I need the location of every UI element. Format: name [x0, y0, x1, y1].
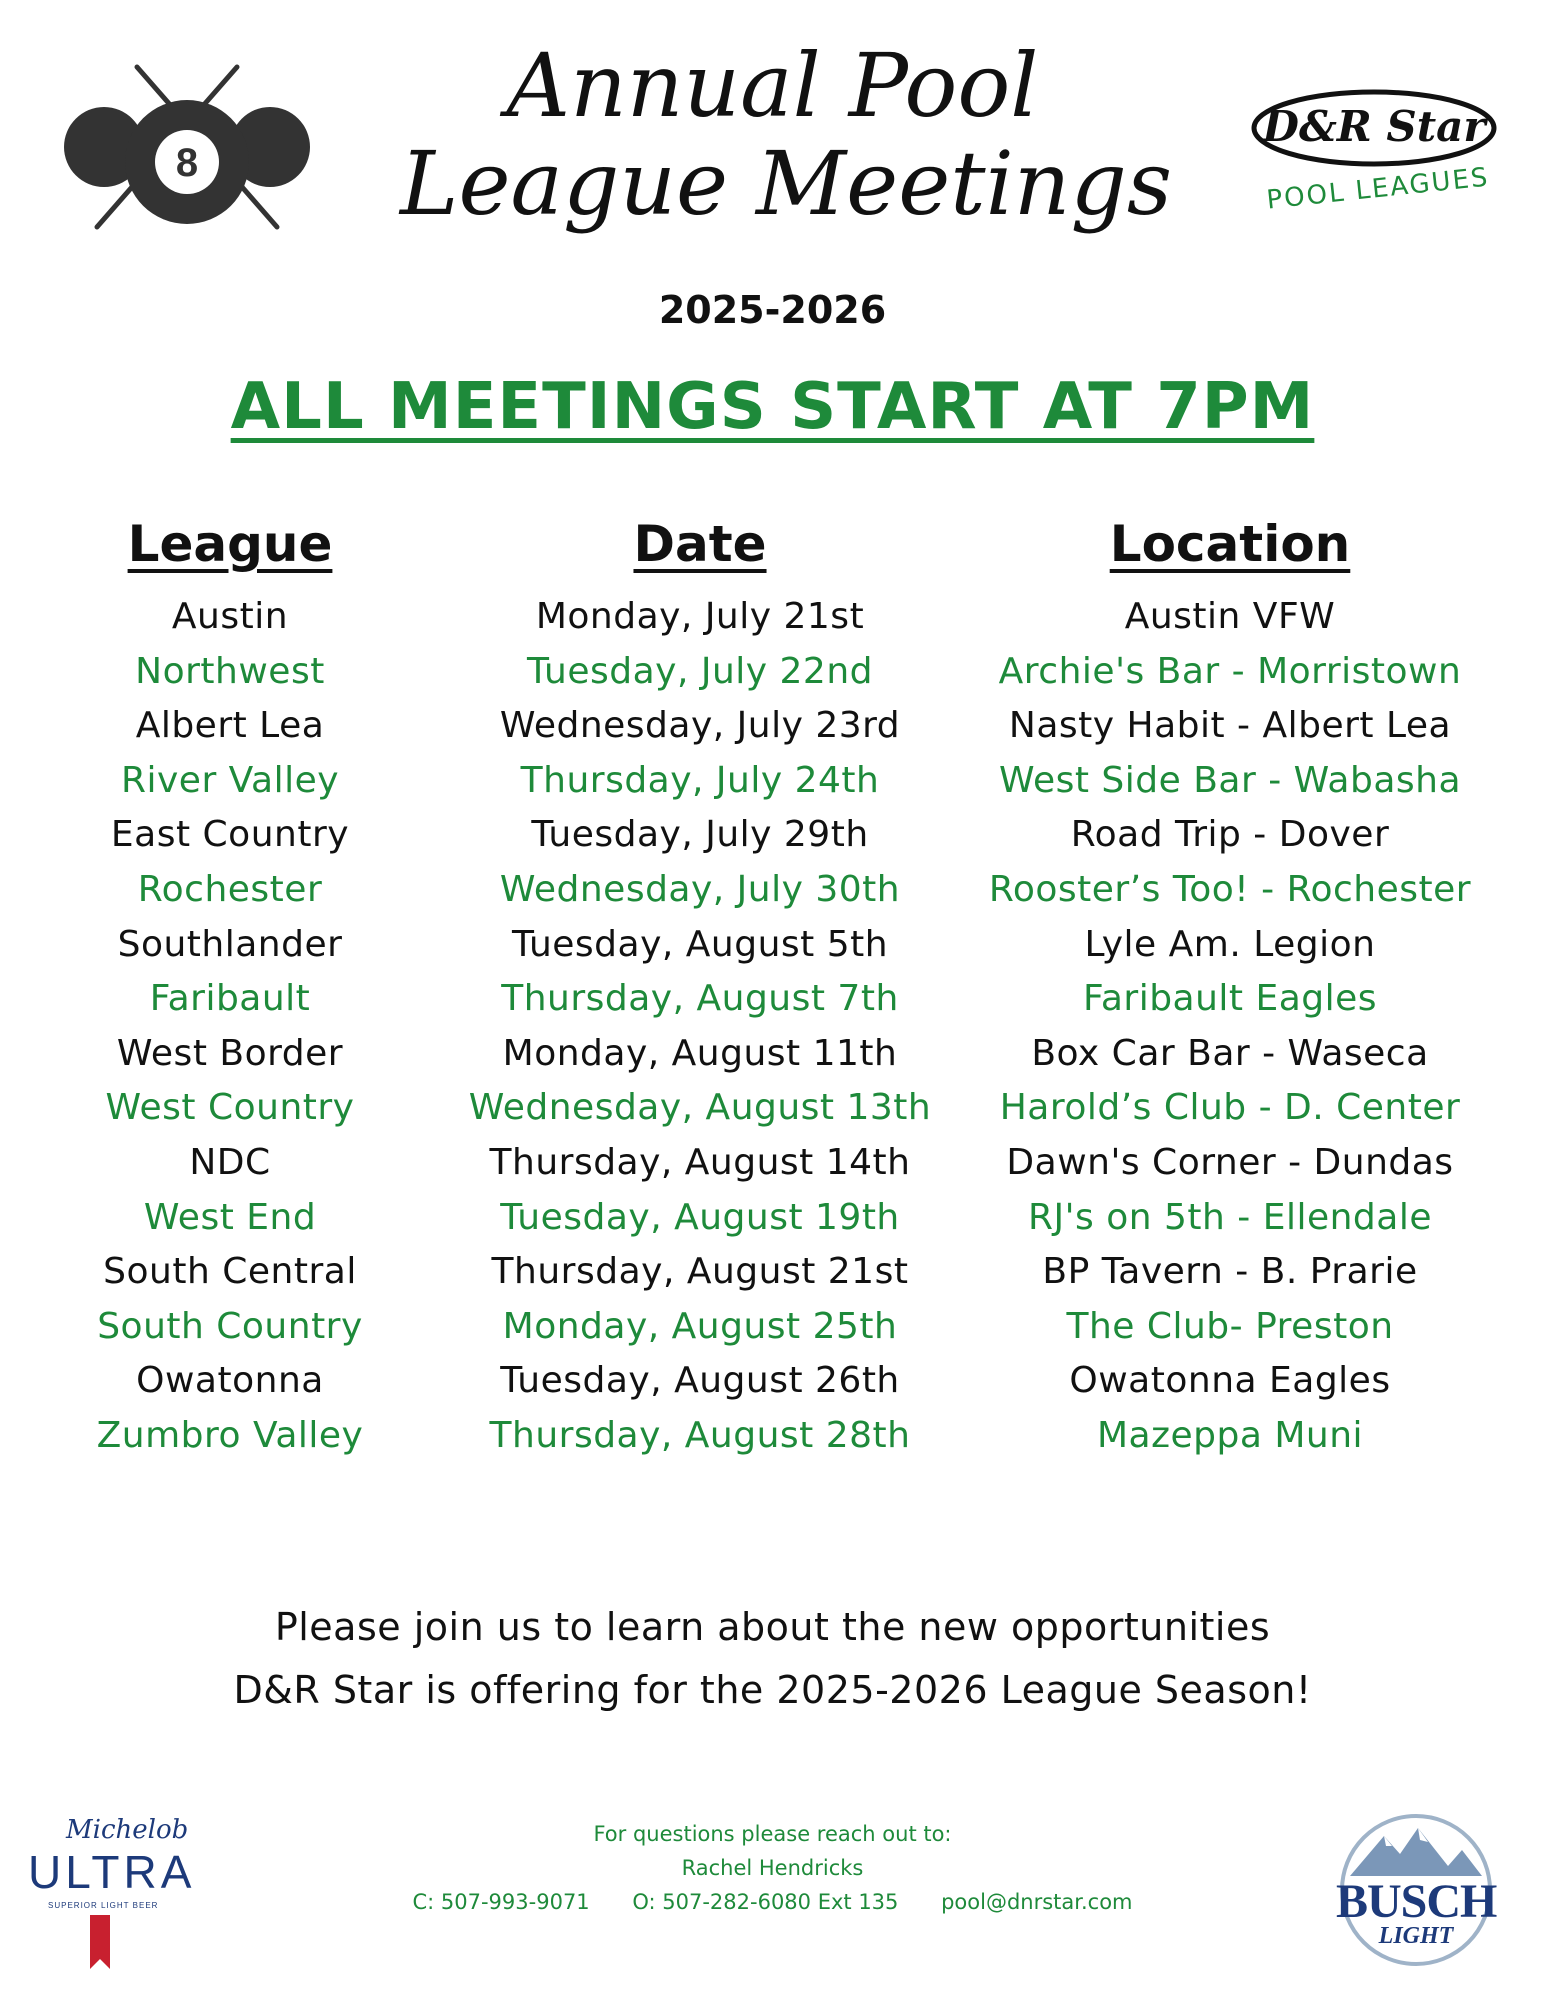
league-cell: NDC: [189, 1141, 271, 1183]
league-cell: West End: [143, 1196, 317, 1238]
location-cell: Austin VFW: [1124, 596, 1336, 637]
date-cell: Tuesday, July 22nd: [526, 650, 873, 692]
date-cell: Tuesday, July 29th: [531, 814, 869, 856]
date-cell: Wednesday, July 23rd: [499, 705, 901, 747]
table-row: [0, 1300, 1545, 1355]
dr-star-logo: [1238, 88, 1510, 228]
league-cell: Albert Lea: [135, 705, 325, 747]
location-cell: Rooster’s Too! - Rochester: [988, 868, 1472, 910]
ultra-wordmark: ULTRA: [28, 1846, 196, 1898]
season-year: 2025-2026: [658, 288, 887, 332]
league-cell: East Country: [110, 814, 350, 856]
table-row: [0, 699, 1545, 754]
table-row: [0, 590, 1545, 645]
date-cell: Thursday, July 24th: [520, 759, 880, 801]
league-cell: South Country: [97, 1305, 363, 1347]
table-row: [0, 1081, 1545, 1136]
table-row: [0, 1245, 1545, 1300]
table-row: [0, 1354, 1545, 1409]
column-header-location: Location: [1109, 515, 1351, 573]
contact-intro: For questions please reach out to:: [593, 1822, 952, 1846]
date-cell: Wednesday, August 13th: [468, 1087, 932, 1129]
column-header-league: League: [127, 515, 333, 573]
table-row: [0, 1136, 1545, 1191]
busch-wordmark: BUSCH: [1336, 1875, 1497, 1928]
date-cell: Thursday, August 28th: [489, 1414, 911, 1456]
invitation-line-1: Please join us to learn about the new opportunities: [274, 1605, 1271, 1649]
league-cell: River Valley: [120, 759, 340, 801]
location-cell: Lyle Am. Legion: [1084, 923, 1376, 965]
league-cell: Northwest: [135, 650, 325, 692]
location-cell: Road Trip - Dover: [1070, 814, 1390, 856]
league-cell: Faribault: [149, 978, 311, 1020]
date-cell: Monday, August 11th: [502, 1032, 898, 1074]
location-cell: Harold’s Club - D. Center: [999, 1087, 1461, 1129]
league-cell: West Border: [116, 1032, 344, 1074]
date-cell: Tuesday, August 26th: [500, 1360, 900, 1402]
meetings-table: [0, 590, 1545, 1464]
location-cell: Dawn's Corner - Dundas: [1006, 1141, 1454, 1183]
ultra-tagline: SUPERIOR LIGHT BEER: [48, 1901, 159, 1910]
league-cell: South Central: [103, 1251, 357, 1293]
michelob-ultra-logo: [28, 1815, 208, 1965]
location-cell: Owatonna Eagles: [1069, 1360, 1391, 1402]
table-row: [0, 1409, 1545, 1464]
table-row: [0, 972, 1545, 1027]
michelob-script: Michelob: [66, 1815, 189, 1845]
contact-details: [0, 1890, 1545, 1914]
location-cell: Faribault Eagles: [1082, 978, 1378, 1020]
dr-star-brand: D&R Star: [1262, 102, 1486, 151]
contact-office-phone[interactable]: O: 507-282-6080 Ext 135: [632, 1890, 899, 1914]
location-cell: West Side Bar - Wabasha: [998, 759, 1462, 801]
date-cell: Thursday, August 14th: [489, 1141, 911, 1183]
dr-star-subtitle: POOL LEAGUES: [1265, 162, 1491, 216]
light-wordmark: LIGHT: [1378, 1923, 1454, 1949]
location-cell: Nasty Habit - Albert Lea: [1008, 705, 1452, 747]
date-cell: Monday, July 21st: [535, 596, 865, 637]
column-header-date: Date: [633, 515, 767, 573]
date-cell: Monday, August 25th: [502, 1305, 898, 1347]
table-row: [0, 863, 1545, 918]
date-cell: Tuesday, August 5th: [511, 923, 889, 965]
eight-ball-crossed-cues-icon: [62, 62, 312, 237]
table-row: [0, 918, 1545, 973]
location-cell: RJ's on 5th - Ellendale: [1027, 1196, 1432, 1238]
meeting-time-headline: ALL MEETINGS START AT 7PM: [230, 370, 1315, 444]
location-cell: Archie's Bar - Morristown: [998, 650, 1462, 692]
contact-cell-phone[interactable]: C: 507-993-9071: [412, 1890, 590, 1914]
date-cell: Thursday, August 21st: [491, 1251, 909, 1293]
table-row: [0, 754, 1545, 809]
table-row: [0, 1027, 1545, 1082]
invitation-line-2: D&R Star is offering for the 2025-2026 League Season!: [233, 1668, 1312, 1712]
contact-name: Rachel Hendricks: [681, 1856, 864, 1880]
table-row: [0, 1191, 1545, 1246]
svg-text:8: 8: [175, 141, 199, 185]
league-cell: Austin: [171, 596, 289, 637]
ribbon-icon: [90, 1915, 110, 1959]
league-cell: Rochester: [137, 868, 323, 910]
title-line-2: League Meetings: [400, 132, 1172, 235]
location-cell: The Club- Preston: [1066, 1305, 1394, 1347]
league-cell: Southlander: [117, 923, 343, 965]
location-cell: Box Car Bar - Waseca: [1031, 1032, 1429, 1074]
location-cell: BP Tavern - B. Prarie: [1042, 1251, 1418, 1293]
date-cell: Tuesday, August 19th: [500, 1196, 900, 1238]
busch-light-logo: [1336, 1810, 1496, 1970]
title-line-1: Annual Pool: [506, 34, 1039, 137]
league-cell: Owatonna: [136, 1360, 324, 1402]
location-cell: Mazeppa Muni: [1096, 1414, 1364, 1456]
contact-email-link[interactable]: pool@dnrstar.com: [941, 1890, 1133, 1914]
league-cell: West Country: [105, 1087, 355, 1129]
date-cell: Thursday, August 7th: [501, 978, 899, 1020]
table-row: [0, 645, 1545, 700]
table-row: [0, 808, 1545, 863]
league-cell: Zumbro Valley: [96, 1414, 364, 1456]
date-cell: Wednesday, July 30th: [499, 868, 901, 910]
